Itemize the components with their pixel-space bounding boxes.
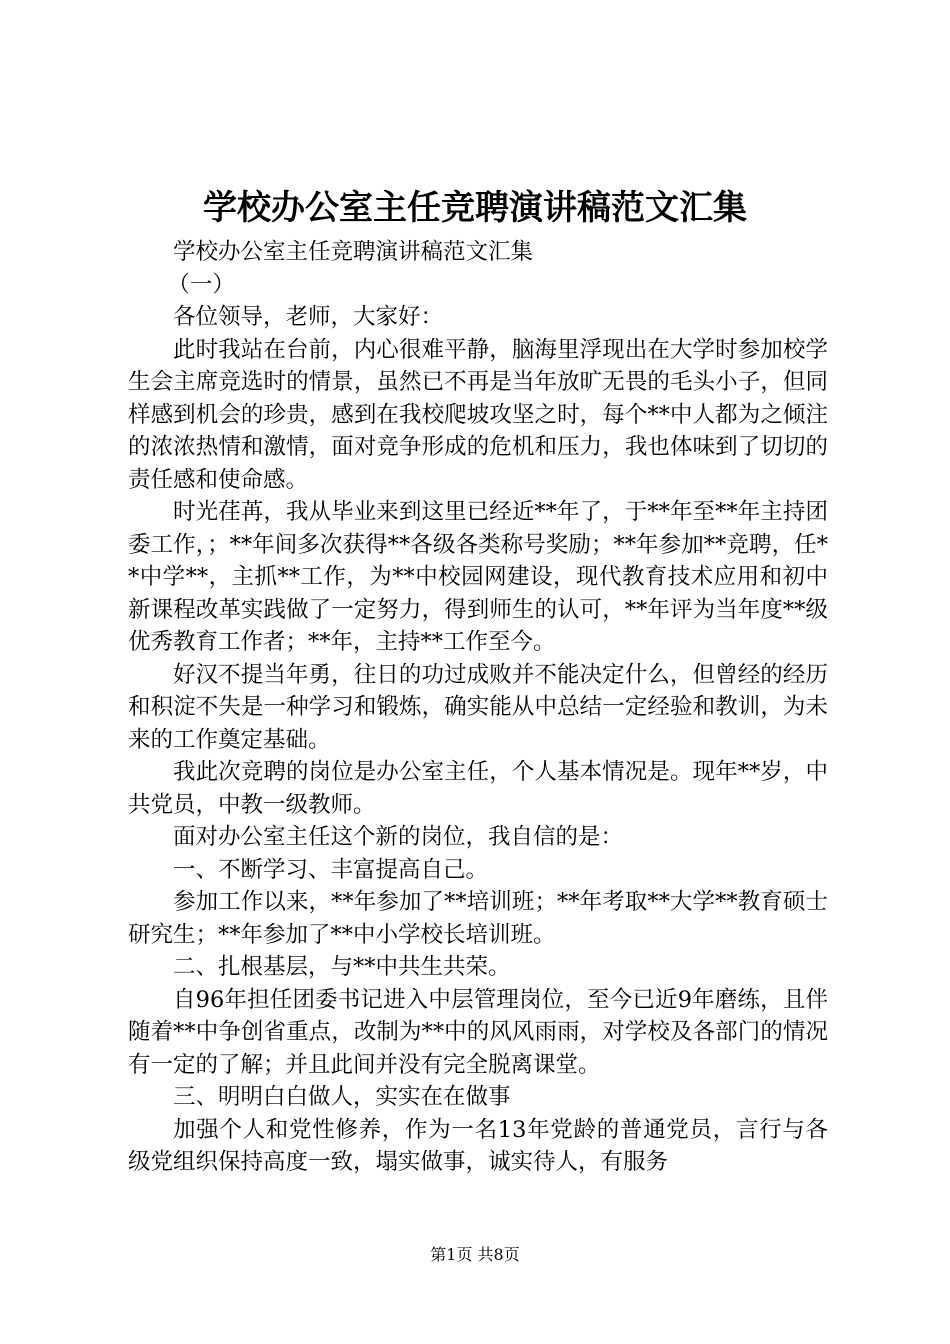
paragraph: 参加工作以来，**年参加了**培训班；**年考取**大学**教育硕士研究生；**年参加了**中小学校长培训班。 <box>128 889 828 948</box>
document-body <box>128 236 828 1179</box>
document-title: 学校办公室主任竞聘演讲稿范文汇集 <box>203 188 747 228</box>
paragraph: 加强个人和党性修养，作为一名13年党龄的普通党员，言行与各级党组织保持高度一致，塌实做事，诚实待人，有服务 <box>128 1116 828 1175</box>
paragraph-greeting: 各位领导，老师，大家好： <box>173 304 444 330</box>
paragraph: 此时我站在台前，内心很难平静，脑海里浮现出在大学时参加校学生会主席竞选时的情景，虽然已不再是当年放旷无畏的毛头小子，但同样感到机会的珍贵，感到在我校爬坡攻坚之时，每个**中人都为之倾注的浓浓热情和激情，面对竞争形成的危机和压力，我也体味到了切切的责任感和使命感。 <box>128 336 828 493</box>
section-heading: 一、不断学习、丰富提高自己。 <box>173 856 489 883</box>
paragraph: 时光荏苒，我从毕业来到这里已经近**年了，于**年至**年主持团委工作，；**年间多次获得**各级各类称号奖励；**年参加**竞聘，任**中学**，主抓**工作，为**中校园网建设，现代教育技术应用和初中新课程改革实践做了一定努力，得到师生的认可，**年评为当年度**级优秀教育工作者；**年，主持**工作至今。 <box>128 499 828 655</box>
paragraph-section-number: （一） <box>167 271 235 298</box>
paragraph: 自96年担任团委书记进入中层管理岗位，至今已近9年磨练，且伴随着**中争创省重点，改制为**中的风风雨雨，对学校及各部门的情况有一定的了解；并且此间并没有完全脱离课堂。 <box>128 986 828 1078</box>
section-heading: 三、明明白白做人，实实在在做事 <box>173 1084 511 1110</box>
paragraph: 好汉不提当年勇，往日的功过成败并不能决定什么，但曾经的经历和积淀不失是一种学习和锻炼，确实能从中总结一定经验和教训，为未来的工作奠定基础。 <box>128 661 828 753</box>
paragraph: 面对办公室主任这个新的岗位，我自信的是： <box>173 824 624 850</box>
paragraph-subtitle: 学校办公室主任竞聘演讲稿范文汇集 <box>173 239 534 265</box>
paragraph: 我此次竞聘的岗位是办公室主任，个人基本情况是。现年**岁，中共党员，中教一级教师。 <box>128 759 828 818</box>
section-heading: 二、扎根基层，与**中共生共荣。 <box>173 954 511 980</box>
page-number-footer: 第1页 共8页 <box>430 1245 520 1264</box>
